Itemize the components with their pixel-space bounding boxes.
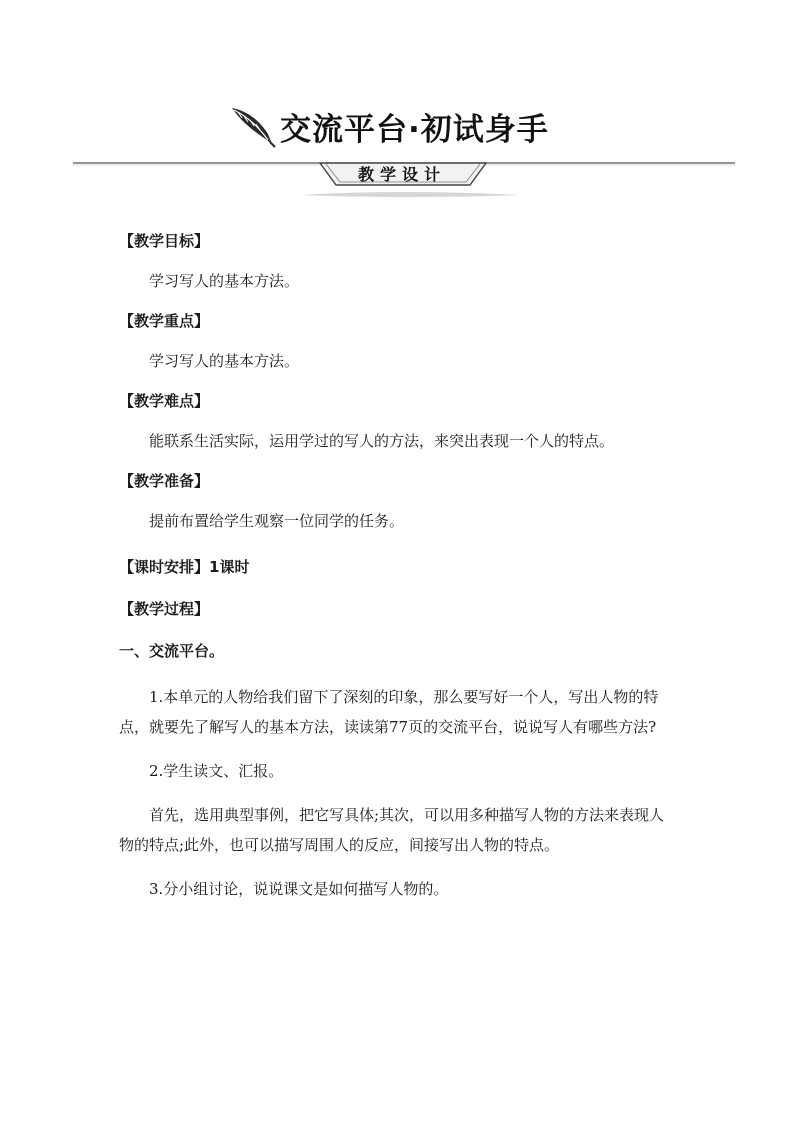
part1-heading: 一、交流平台。 [119,642,225,660]
goal-text: 学习写人的基本方法。 [149,272,300,290]
prep-heading: 【教学准备】 [119,472,210,490]
prep-text: 提前布置给学生观察一位同学的任务。 [149,512,405,530]
focus-text: 学习写人的基本方法。 [149,352,300,370]
banner-label: 教学设计 [357,165,446,184]
focus-heading: 【教学重点】 [119,312,210,330]
page-header [0,0,794,210]
process-heading: 【教学过程】 [119,600,210,618]
schedule-heading: 【课时安排】1课时 [119,558,250,576]
step3-text: 3.分小组讨论，说说课文是如何描写人物的。 [149,880,449,898]
step1-text: 1.本单元的人物给我们留下了深刻的印象，那么要写好一个人，写出人物的特点，就要先了解写人的基本方法，读读第77页的交流平台，说说写人有哪些方法? [119,688,659,736]
difficulty-text: 能联系生活实际，运用学过的写人的方法，来突出表现一个人的特点。 [149,432,615,450]
goal-heading: 【教学目标】 [119,232,210,250]
step2-text: 2.学生读文、汇报。 [149,762,284,780]
page-title: 交流平台·初试身手 [280,111,549,148]
difficulty-heading: 【教学难点】 [119,392,210,410]
document-body [119,230,679,904]
step2-detail: 首先，选用典型事例，把它写具体;其次，可以用多种描写人物的方法来表现人物的特点;此外，也可以描写周围人的反应，间接写出人物的特点。 [119,806,665,854]
quill-pen-icon [228,104,276,148]
title-row [228,100,549,152]
